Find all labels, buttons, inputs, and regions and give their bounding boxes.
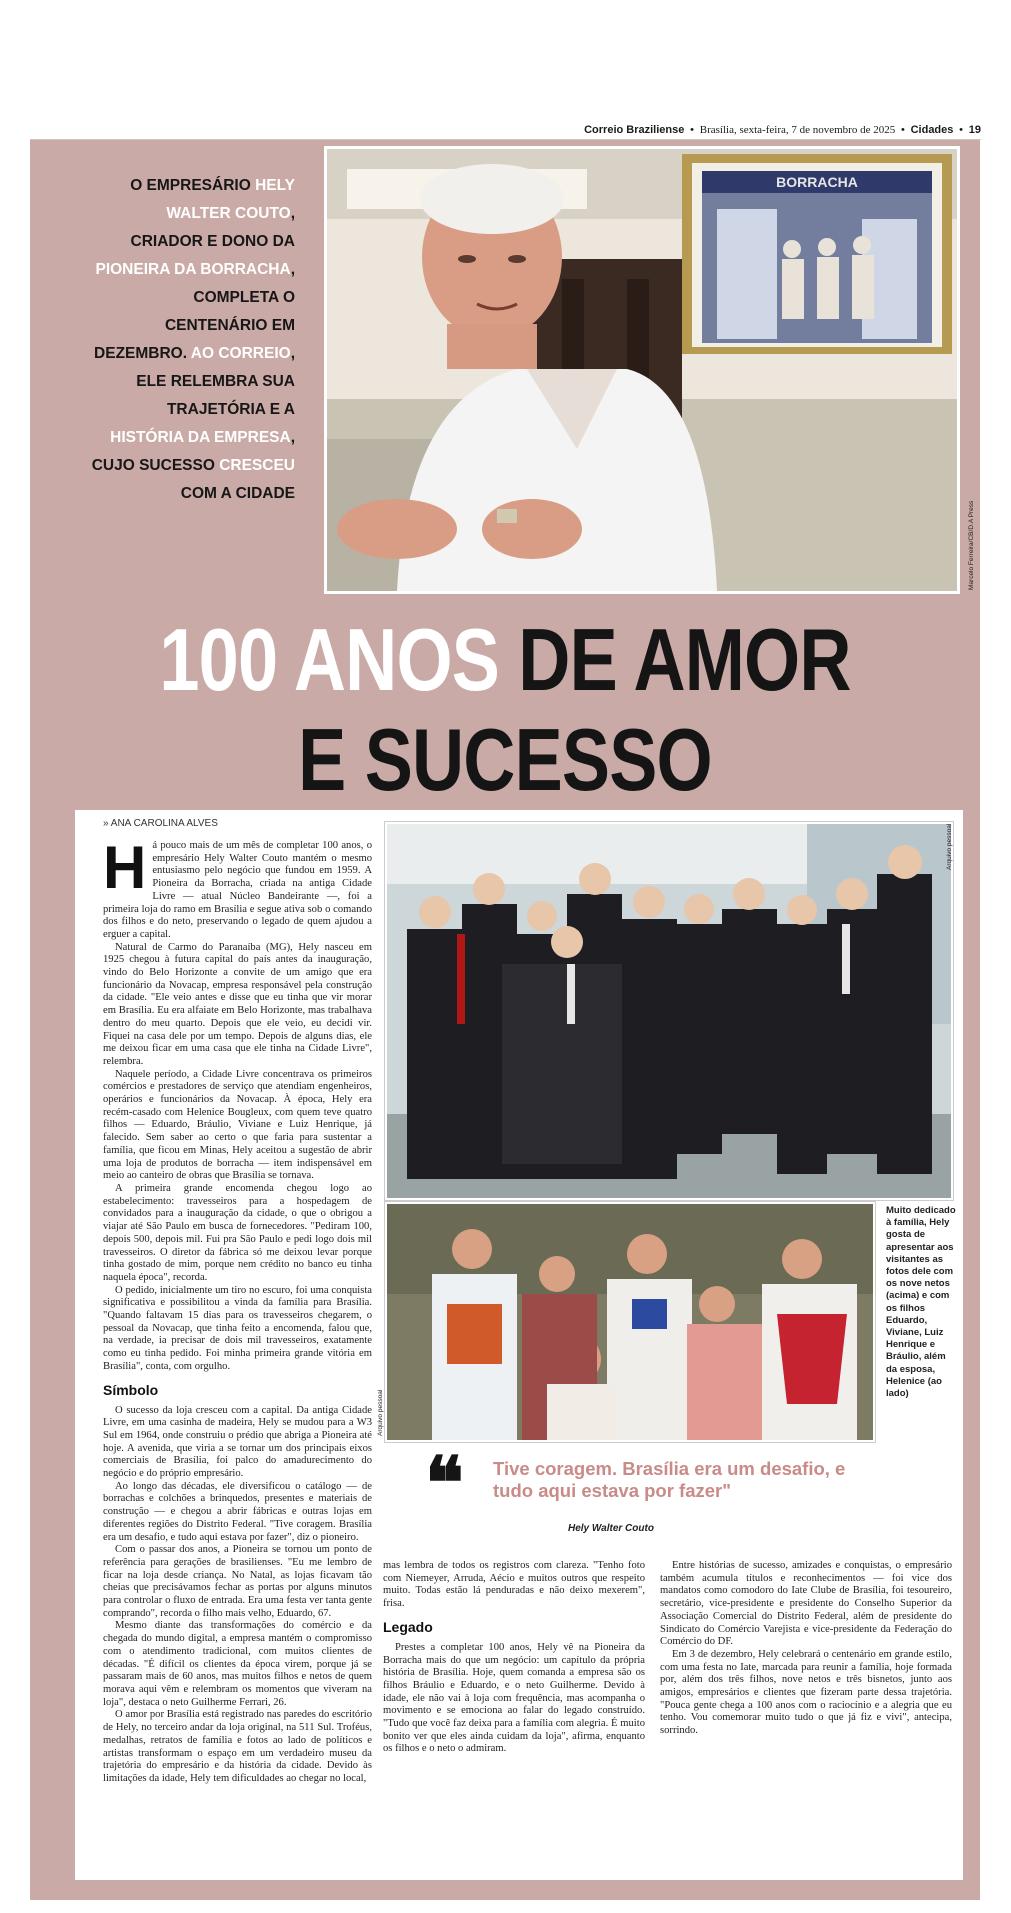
archive-family-photo <box>385 1202 875 1442</box>
article-column-3 <box>660 1560 952 1738</box>
article-column-2 <box>383 1560 645 1756</box>
deck-text: , COMPLETA O CENTENÁRIO EM DEZEMBRO. <box>94 261 295 362</box>
article-column-1 <box>103 834 372 1786</box>
deck-highlight: CORREIO <box>218 345 291 362</box>
deck-highlight: HISTÓRIA DA EMPRESA <box>110 429 291 446</box>
paragraph: A primeira grande encomenda chegou logo ao estabelecimento: travesseiros para a hospedagem de convidados para a inauguração da cidade, o que o obrigou a viajar até São Paulo em busca de fornecedores. "Pediram 100, depois 500, depois mil. Fui pra São Paulo e pedi logo dois mil travesseiros. O diretor da fábrica só me deixou levar porque tinha gostado de mim, porque nem crédito no banco eu tinha naquela época", recorda. <box>103 1182 372 1283</box>
sign-text: BORRACHA <box>776 174 858 190</box>
archive-photo-credit: Arquivo pessoal <box>377 1389 384 1436</box>
byline: » ANA CAROLINA ALVES <box>103 818 218 829</box>
paragraph: O amor por Brasília está registrado nas paredes do escritório de Hely, no terceiro andar da loja original, na 511 Sul. Troféus, medalhas, retratos de família e fotos ao lado de políticos e artistas transformam o espaço em um verdadeiro museu da trajetória do empresário e da história da cidade. Devido às limitações da idade, Hely tem dificuldades ao chegar no local, <box>103 1709 372 1784</box>
deck-text: , CUJO SUCESSO <box>91 429 295 474</box>
paragraph: mas lembra de todos os registros com clareza. "Tenho foto com Niemeyer, Arruda, Aécio e muitos outros que respeito muito. Todas estão lá penduradas e não deixo mexerem", frisa. <box>383 1560 645 1610</box>
portrait-photo-credit: Marcelo Ferreira/CB/D.A Press <box>968 500 975 590</box>
family-illustration <box>387 824 951 1198</box>
paragraph: Mesmo diante das transformações do comércio e da chegada do mundo digital, a empresa mantém o compromisso com o atendimento tradicional, com muitos clientes de décadas. "É difícil os clientes da época virem, porque já se passaram mais de 60 anos, mas muitos filhos e netos de quem morava aqui vêm e relembram os momentos que viveram na loja", destaca o neto Guilherme Ferrari, 26. <box>103 1620 372 1708</box>
deck-highlight: HELY WALTER COUTO <box>166 177 295 222</box>
portrait-illustration <box>327 149 957 591</box>
quote-mark-icon: ❝ <box>425 1444 464 1524</box>
pull-quote: Tive coragem. Brasília era um desafio, e tudo aqui estava por fazer" <box>493 1458 846 1501</box>
deck-highlight: CRESCEU <box>219 457 295 474</box>
family-photo <box>385 822 953 1200</box>
running-head: Correio Braziliense • Brasília, sexta-feira, 7 de novembro de 2025 • Cidades • 19 <box>30 122 981 140</box>
pull-quote-author: Hely Walter Couto <box>568 1523 654 1534</box>
subheading-legado: Legado <box>383 1618 433 1635</box>
portrait-photo <box>324 146 960 594</box>
family-photo-credit: Arquivo pessoal <box>946 823 953 870</box>
headline-line-2: E SUCESSO <box>298 710 712 809</box>
paragraph: Ao longo das décadas, ele diversificou o catálogo — de borrachas e colchões a brinquedos, presentes e materiais de construção — e chegou a abrir fábricas e outras lojas em diferentes regiões do Distrito Federal. "Tive coragem. Brasília era um desafio, e tudo aqui estava por fazer", diz o pioneiro. <box>103 1480 372 1543</box>
subheading-simbolo: Símbolo <box>103 1381 159 1398</box>
archive-illustration <box>387 1204 873 1440</box>
paragraph: Naquele período, a Cidade Livre concentrava os primeiros comércios e prestadores de serviço que atendiam engenheiros, operários e funcionários da Novacap. À época, Hely era recém-casado com Helenice Bougleux, com quem teve quatro filhos — Eduardo, Bráulio, Viviane e Luiz Henrique, já falecido. Sem saber ao certo o que faria para sustentar a família, que ficou em Minas, Hely aceitou a sugestão de abrir uma loja de produtos de borracha — item indispensável em meio ao canteiro de obras que Brasília se tornava. <box>103 1068 372 1182</box>
paragraph: O pedido, inicialmente um tiro no escuro, foi uma conquista significativa e possibilitou a vinda da família para Brasília. "Quando faltavam 15 dias para os travesseiros chegarem, o pessoal da Novacap, que tinha feito a encomenda, falou que, na verdade, ia precisar de dois mil travesseiros, exatamente como eu tinha pedido. Foi minha primeira grande vitória em Brasília", conta, com orgulho. <box>103 1284 372 1372</box>
deck-text: O EMPRESÁRIO <box>130 177 256 194</box>
deck-highlight: AO <box>190 345 219 362</box>
deck-text: COM A CIDADE <box>180 485 295 502</box>
intro-deck <box>90 172 295 508</box>
paragraph: Com o passar dos anos, a Pioneira se tornou um ponto de referência para gerações de brasilienses. "Eu me lembro de ficar na loja desde criança. No Natal, as lojas ficavam tão cheias que precisávamos fechar as portas por alguns minutos para controlar o fluxo de entrada. Era uma festa ver tanta gente comprando", recorda o filho mais velho, Eduardo, 67. <box>103 1544 372 1619</box>
headline-line-1: 100 ANOS DE AMOR <box>159 610 851 709</box>
deck-text: , ELE RELEMBRA SUA TRAJETÓRIA E A <box>136 345 295 418</box>
deck-highlight: PIONEIRA DA BORRACHA <box>95 261 291 278</box>
paragraph: O sucesso da loja cresceu com a capital. Da antiga Cidade Livre, em uma casinha de madeira, Hely se mudou para a W3 Sul em 1964, onde construiu o prédio que abriga a Pioneira até hoje. A avenida, que viria a se tornar um dos principais eixos comerciais de Brasília, foi palco do amadurecimento do negócio e do próprio empresário. <box>103 1404 372 1480</box>
dateline: Brasília, sexta-feira, 7 de novembro de 2025 <box>699 124 896 136</box>
paragraph: Prestes a completar 100 anos, Hely vê na Pioneira da Borracha mais do que um negócio: um capítulo da própria história de Brasília. Hoje, quem comanda a empresa são os filhos Bráulio e Eduardo, e o neto Guilherme. Devido à idade, ele não vai à loja com frequência, mas acompanha o movimento e se emociona ao falar do legado construído. "Tudo que você faz deixa para a família com alegria. É muito bonito ver que eles ainda cuidam da loja", afirma, enquanto os filhos e o neto o admiram. <box>383 1641 645 1755</box>
section-name: Cidades <box>910 124 954 136</box>
paragraph: Há pouco mais de um mês de completar 100 anos, o empresário Hely Walter Couto mantém o mesmo entusiasmo pelo negócio que fundou em 1959. A Pioneira da Borracha, criada na antiga Cidade Livre — atual Núcleo Bandeirante —, foi a primeira loja do ramo em Brasília e segue ativa sob o comando dos filhos e do neto, preservando o legado de quem ajudou a erguer a capital. <box>103 834 372 940</box>
drop-cap: H <box>103 834 147 901</box>
photo-caption: Muito dedicado à família, Hely gosta de apresentar aos visitantes as fotos dele com os nove netos (acima) e com os filhos Eduardo, Viviane, Luiz Henrique e Bráulio, além da esposa, Helenice (ao lado) <box>886 1205 956 1400</box>
paragraph: Entre histórias de sucesso, amizades e conquistas, o empresário também acumula títulos e reconhecimentos — foi vice dos mandatos como comodoro do Iate Clube de Brasília, foi tesoureiro, secretário, vice-presidente e presidente do Conselho Superior da Associação Comercial do Distrito Federal, além de presidente do Sindicato do Comércio Varejista e vice-presidente da Federação do Comércio do DF. <box>660 1560 952 1648</box>
paragraph: Natural de Carmo do Paranaíba (MG), Hely nasceu em 1925 chegou à futura capital do país antes da inauguração, vindo do Belo Horizonte a convite de um amigo que era funcionário da Novacap, empresa responsável pela construção da cidade. "Ele veio antes e disse que eu tinha que vir morar em Brasília. Eu era alfaiate em Belo Horizonte, mas trabalhava dentro do meu quarto. Depois que ele veio, eu decidi vir. Fiquei na casa dele por um tempo. Depois de alguns dias, ele me deixou ficar em uma casa que ele tinha na Cidade Livre", relembra. <box>103 941 372 1067</box>
paragraph: Em 3 de dezembro, Hely celebrará o centenário em grande estilo, com uma festa no Iate, marcada para reunir a família, hoje formada por, além dos três filhos, nove netos e três bisnetos, junto aos amigos, empresários e clientes que fizeram parte dessa trajetória. "Pouca gente chega a 100 anos com o raciocínio e a alegria que eu tenho. Vou comemorar muito tudo o que já fiz e vivi", antecipa, sorrindo. <box>660 1648 952 1737</box>
deck-text: , CRIADOR E DONO DA <box>130 205 295 250</box>
publication-name: Correio Braziliense <box>584 124 685 136</box>
page-number: 19 <box>968 124 981 136</box>
